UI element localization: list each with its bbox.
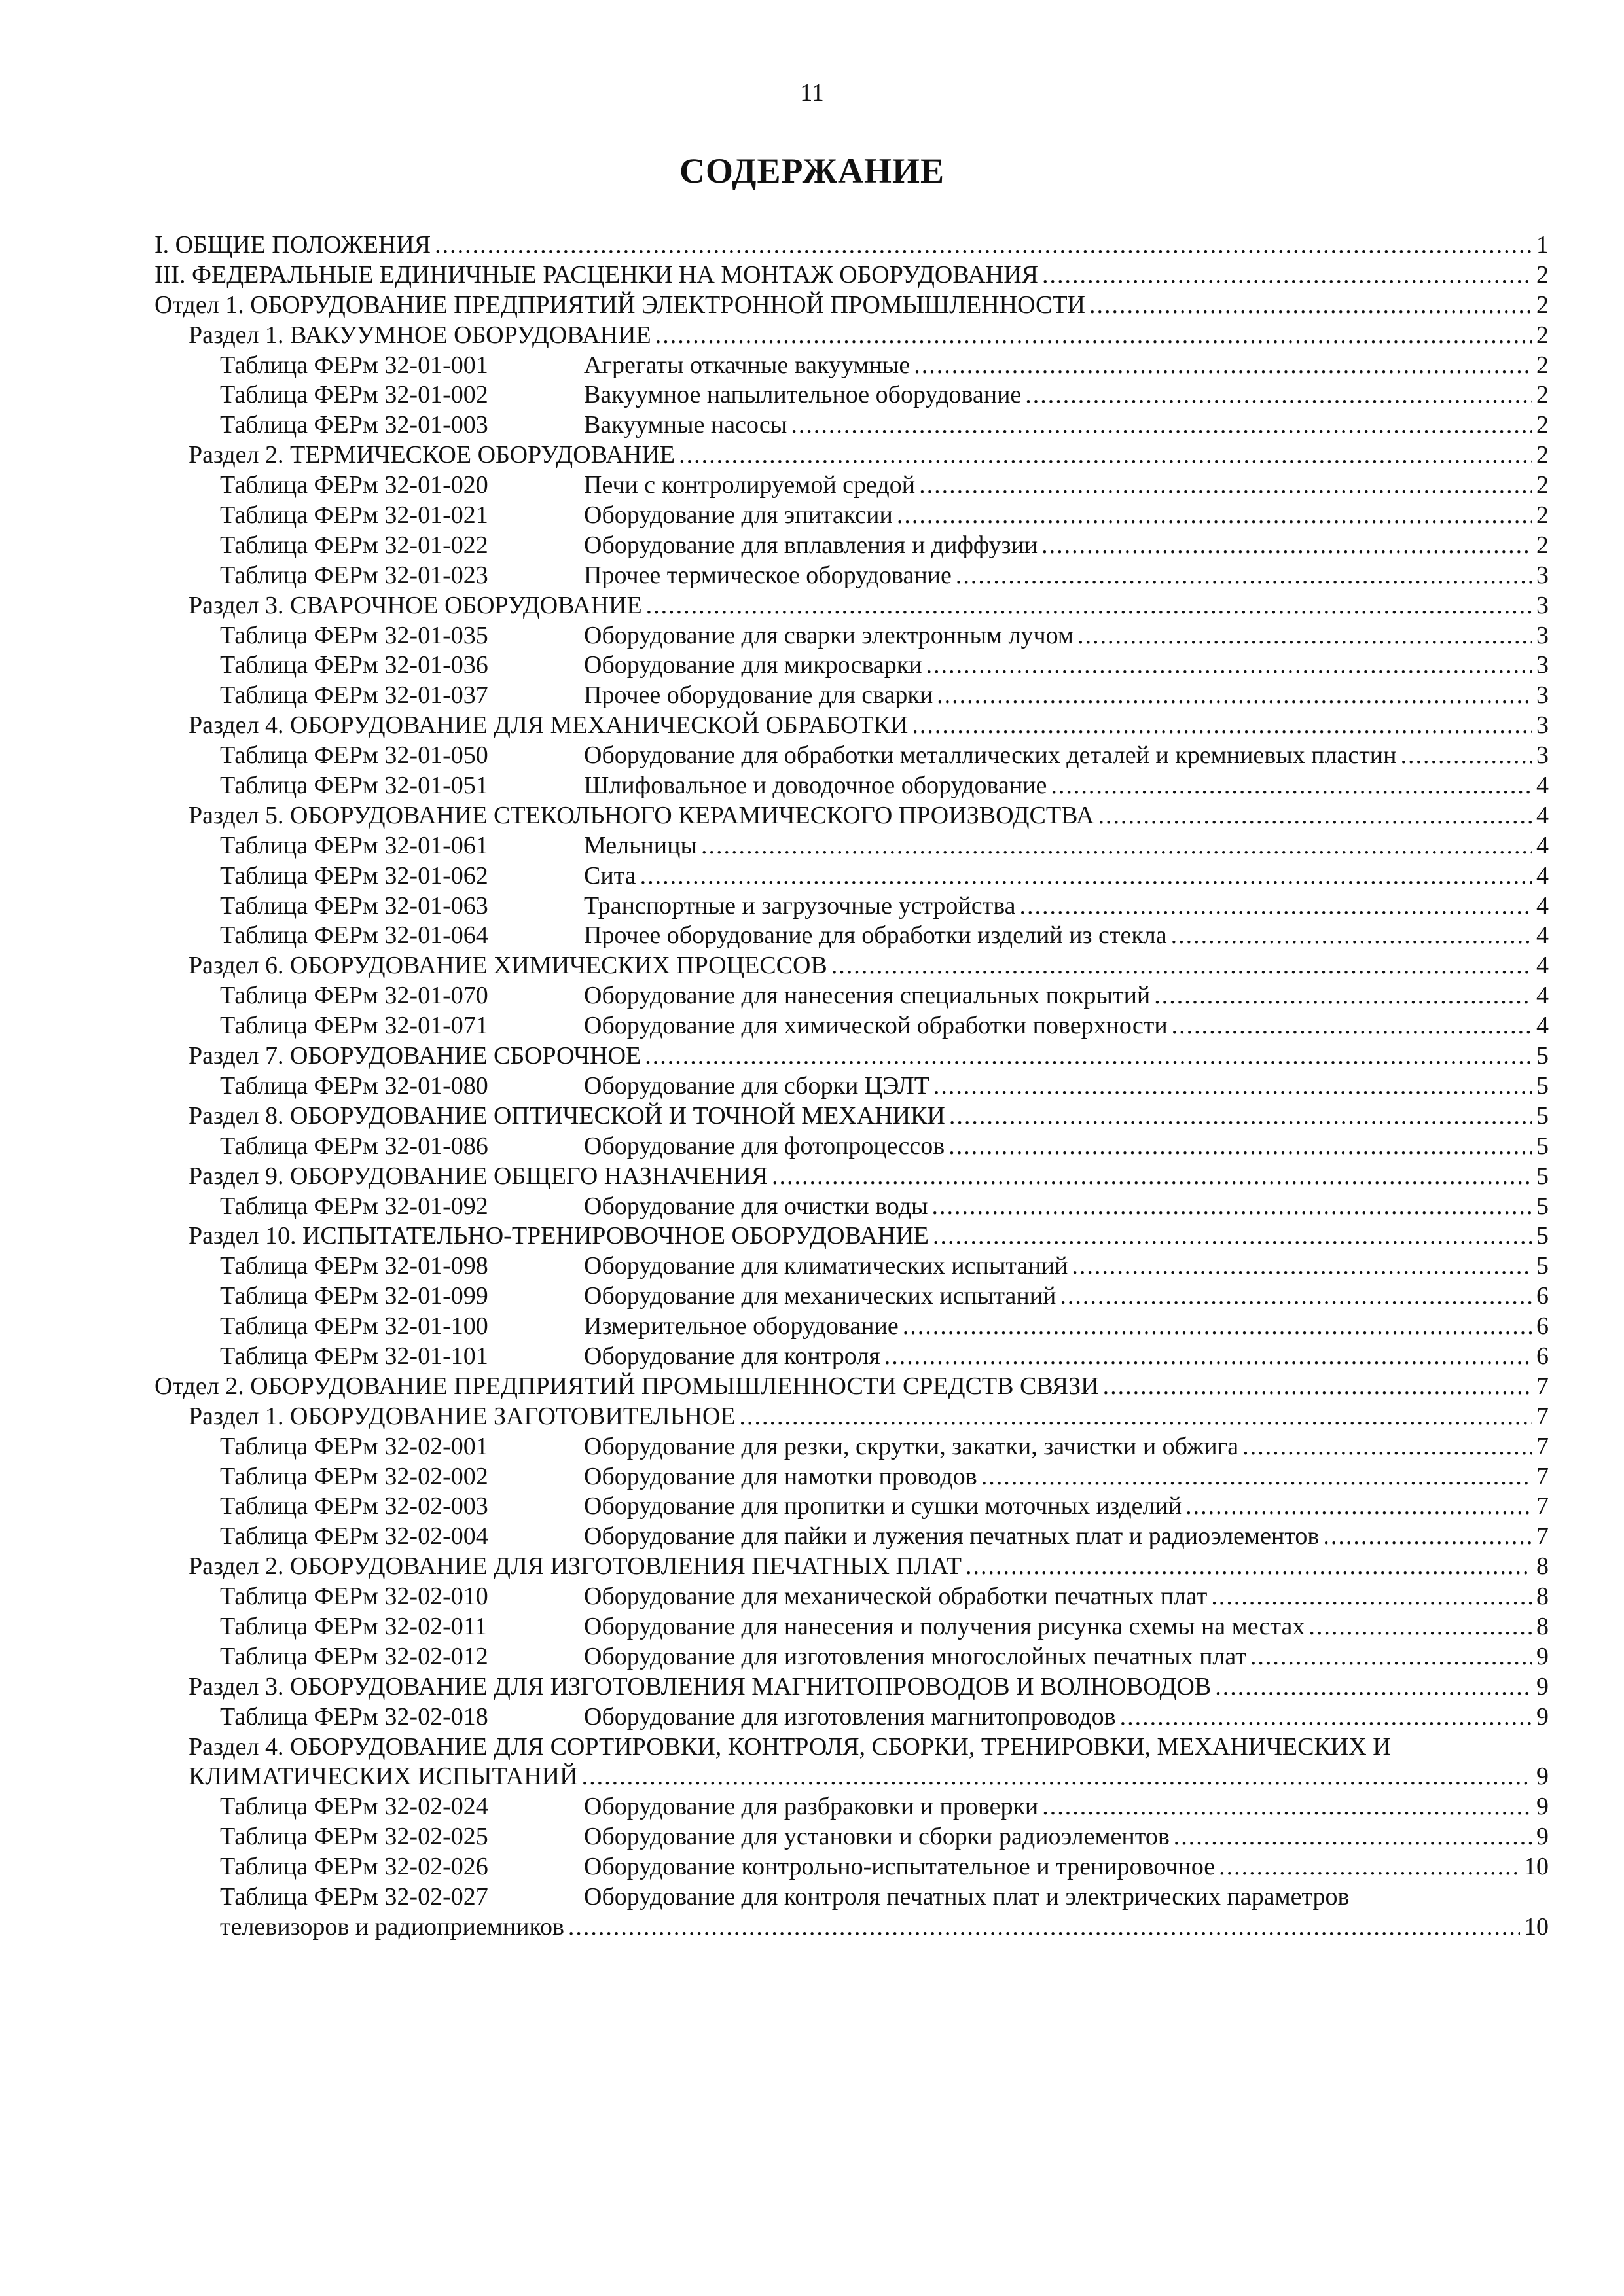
dot-leader [646, 591, 1532, 621]
toc-entry-page: 8 [1536, 1612, 1549, 1640]
dot-leader [831, 951, 1532, 981]
toc-entry [154, 351, 1549, 381]
toc-entry-title: Раздел 4. ОБОРУДОВАНИЕ ДЛЯ МЕХАНИЧЕСКОЙ ОБРАБОТКИ [189, 711, 909, 740]
toc-entry-page: 3 [1536, 561, 1549, 589]
toc-entry-title: Оборудование для резки, скрутки, закатки, зачистки и обжига [584, 1432, 1239, 1460]
toc-entry [154, 1402, 1549, 1432]
toc-entry-title: Оборудование для нанесения специальных покрытий [584, 982, 1151, 1010]
toc-entry [154, 1162, 1549, 1192]
toc-entry-code: Таблица ФЕРм 32-01-100 [220, 1312, 488, 1340]
toc-entry [154, 501, 1549, 531]
dot-leader [926, 651, 1532, 681]
toc-entry-code: Таблица ФЕРм 32-02-011 [220, 1612, 488, 1640]
dot-leader [1025, 380, 1532, 410]
toc-entry [154, 1702, 1549, 1732]
toc-entry-code: Таблица ФЕРм 32-01-003 [220, 411, 488, 439]
toc-entry-title: Печи с контролируемой средой [584, 471, 916, 499]
toc-entry-title: Оборудование для изготовления магнитопроводов [584, 1702, 1116, 1731]
dot-leader [701, 831, 1532, 861]
toc-entry [154, 1792, 1549, 1822]
toc-entry-page: 4 [1536, 831, 1549, 859]
dot-leader [948, 1132, 1532, 1162]
toc-entry-code: Таблица ФЕРм 32-01-086 [220, 1132, 488, 1160]
toc-entry-title: Оборудование для эпитаксии [584, 501, 893, 529]
dot-leader [1103, 1372, 1532, 1402]
dot-leader [740, 1402, 1532, 1432]
toc-entry-page: 3 [1536, 681, 1549, 709]
dot-leader [903, 1312, 1532, 1342]
toc-entry-code: Таблица ФЕРм 32-02-018 [220, 1702, 488, 1731]
toc-entry-code: Таблица ФЕРм 32-01-098 [220, 1252, 488, 1280]
toc-entry-code: Таблица ФЕРм 32-01-002 [220, 381, 488, 409]
toc-entry-title: Раздел 8. ОБОРУДОВАНИЕ ОПТИЧЕСКОЙ И ТОЧНОЙ МЕХАНИКИ [189, 1102, 945, 1130]
toc-entry [154, 951, 1549, 981]
toc-entry [154, 410, 1549, 440]
toc-entry-title: Раздел 1. ВАКУУМНОЕ ОБОРУДОВАНИЕ [189, 321, 651, 349]
dot-leader [1323, 1522, 1532, 1552]
toc-entry-code: Таблица ФЕРм 32-01-035 [220, 621, 488, 649]
toc-entry-code: Таблица ФЕРм 32-01-092 [220, 1192, 488, 1220]
toc-entry-code: Таблица ФЕРм 32-01-071 [220, 1012, 488, 1040]
toc-entry [154, 1342, 1549, 1372]
toc-entry-title: Измерительное оборудование [584, 1312, 899, 1340]
dot-leader [435, 230, 1532, 260]
toc-entry-title: Раздел 10. ИСПЫТАТЕЛЬНО-ТРЕНИРОВОЧНОЕ ОБОРУДОВАНИЕ [189, 1222, 929, 1250]
toc-entry [154, 891, 1549, 922]
toc-entry-title: Оборудование для очистки воды [584, 1192, 928, 1220]
toc-entry-page: 2 [1536, 441, 1549, 469]
toc-entry-page: 9 [1536, 1642, 1549, 1670]
toc-entry [154, 861, 1549, 891]
toc-entry-code: Таблица ФЕРм 32-01-022 [220, 531, 488, 559]
toc-entry-page: 2 [1536, 411, 1549, 439]
dot-leader [1219, 1852, 1520, 1882]
toc-entry-page: 5 [1536, 1042, 1549, 1070]
toc-entry [154, 831, 1549, 861]
dot-leader [655, 321, 1532, 351]
toc-entry-code: Таблица ФЕРм 32-02-002 [220, 1462, 488, 1490]
dot-leader [1185, 1492, 1532, 1522]
dot-leader [912, 711, 1532, 741]
toc-entry-code: Таблица ФЕРм 32-01-021 [220, 501, 488, 529]
toc-entry-title: Раздел 2. ОБОРУДОВАНИЕ ДЛЯ ИЗГОТОВЛЕНИЯ ПЕЧАТНЫХ ПЛАТ [189, 1552, 962, 1581]
toc-entry-page: 9 [1536, 1823, 1549, 1851]
toc-entry-page: 4 [1536, 891, 1549, 920]
table-of-contents [154, 230, 1549, 1943]
toc-entry-page: 5 [1536, 1162, 1549, 1190]
page-number: 11 [800, 79, 824, 107]
dot-leader [897, 501, 1532, 531]
toc-entry-title: Оборудование для контроля [584, 1342, 880, 1370]
dot-leader [1308, 1612, 1532, 1642]
toc-entry-page: 6 [1536, 1342, 1549, 1370]
toc-entry [154, 1462, 1549, 1492]
toc-entry-page: 2 [1536, 381, 1549, 409]
toc-entry [154, 711, 1549, 741]
toc-entry-page: 5 [1536, 1132, 1549, 1160]
toc-entry [154, 1221, 1549, 1251]
toc-entry-title: Раздел 3. ОБОРУДОВАНИЕ ДЛЯ ИЗГОТОВЛЕНИЯ МАГНИТОПРОВОДОВ И ВОЛНОВОДОВ [189, 1672, 1212, 1700]
toc-entry-page: 2 [1536, 531, 1549, 559]
toc-entry [154, 291, 1549, 321]
toc-entry [154, 801, 1549, 831]
dot-leader [1172, 1011, 1532, 1041]
toc-entry-page: 8 [1536, 1583, 1549, 1611]
dot-leader [1042, 260, 1532, 291]
toc-entry-page: 4 [1536, 922, 1549, 950]
toc-entry-title: Оборудование для нанесения и получения рисунка схемы на местах [584, 1612, 1305, 1640]
toc-entry-code: Таблица ФЕРм 32-01-099 [220, 1282, 488, 1310]
dot-leader [1051, 771, 1532, 801]
toc-entry-code: Таблица ФЕРм 32-01-037 [220, 681, 488, 709]
toc-entry [154, 1312, 1549, 1342]
dot-leader [1211, 1582, 1532, 1612]
toc-entry-page: 4 [1536, 772, 1549, 800]
toc-entry-title: Оборудование для обработки металлических деталей и кремниевых пластин [584, 742, 1397, 770]
toc-entry [154, 1822, 1549, 1852]
dot-leader [1215, 1672, 1532, 1702]
dot-leader [919, 471, 1532, 501]
toc-entry-page: 2 [1536, 260, 1549, 289]
toc-entry [154, 1041, 1549, 1071]
toc-entry-code: Таблица ФЕРм 32-01-023 [220, 561, 488, 589]
toc-entry-page: 4 [1536, 1012, 1549, 1040]
toc-entry [154, 471, 1549, 501]
toc-entry [154, 621, 1549, 651]
toc-entry [154, 1852, 1549, 1882]
dot-leader [1041, 531, 1532, 561]
toc-entry-code: Таблица ФЕРм 32-02-027 [220, 1883, 488, 1910]
dot-leader [1154, 981, 1532, 1011]
toc-entry [154, 1492, 1549, 1522]
toc-entry-page: 7 [1536, 1372, 1549, 1400]
toc-entry [154, 1522, 1549, 1552]
toc-entry-page: 2 [1536, 351, 1549, 379]
dot-leader [1072, 1251, 1532, 1282]
dot-leader [1250, 1642, 1532, 1672]
dot-leader [1077, 621, 1532, 651]
toc-entry-page: 2 [1536, 471, 1549, 499]
toc-entry-title: Раздел 5. ОБОРУДОВАНИЕ СТЕКОЛЬНОГО КЕРАМИЧЕСКОГО ПРОИЗВОДСТВА [189, 801, 1094, 829]
toc-entry-title: Раздел 2. ТЕРМИЧЕСКОЕ ОБОРУДОВАНИЕ [189, 441, 676, 469]
toc-entry [154, 1282, 1549, 1312]
dot-leader [932, 1192, 1532, 1222]
toc-entry [154, 531, 1549, 561]
toc-entry-page: 6 [1536, 1282, 1549, 1310]
toc-entry-page: 5 [1536, 1071, 1549, 1100]
toc-entry-page: 6 [1536, 1312, 1549, 1340]
toc-entry-title: Оборудование для микросварки [584, 651, 922, 679]
toc-entry [154, 651, 1549, 681]
toc-entry-title: Раздел 1. ОБОРУДОВАНИЕ ЗАГОТОВИТЕЛЬНОЕ [189, 1402, 736, 1430]
toc-entry-title: Оборудование для вплавления и диффузии [584, 531, 1038, 559]
toc-entry-page: 3 [1536, 651, 1549, 679]
toc-entry [154, 260, 1549, 291]
toc-entry-title: I. ОБЩИЕ ПОЛОЖЕНИЯ [154, 231, 431, 259]
toc-entry-page: 7 [1536, 1522, 1549, 1551]
toc-entry-code: Таблица ФЕРм 32-01-036 [220, 651, 488, 679]
toc-entry-page: 5 [1536, 1192, 1549, 1220]
toc-entry-page: 9 [1536, 1672, 1549, 1700]
toc-entry-title: Прочее термическое оборудование [584, 561, 952, 589]
dot-leader [679, 440, 1532, 471]
toc-entry-title: Раздел 3. СВАРОЧНОЕ ОБОРУДОВАНИЕ [189, 591, 642, 619]
toc-entry-code: Таблица ФЕРм 32-01-101 [220, 1342, 488, 1370]
toc-entry-page: 3 [1536, 711, 1549, 740]
dot-leader [884, 1342, 1532, 1372]
toc-entry [154, 1192, 1549, 1222]
toc-entry-page: 3 [1536, 742, 1549, 770]
toc-entry-title: Вакуумное напылительное оборудование [584, 381, 1022, 409]
toc-entry-code: Таблица ФЕРм 32-01-064 [220, 922, 488, 950]
toc-entry [154, 321, 1549, 351]
toc-entry-title: Оборудование для химической обработки поверхности [584, 1012, 1168, 1040]
toc-entry-title: Раздел 6. ОБОРУДОВАНИЕ ХИМИЧЕСКИХ ПРОЦЕССОВ [189, 952, 827, 980]
toc-entry-code: Таблица ФЕРм 32-02-003 [220, 1492, 488, 1520]
dot-leader [1060, 1282, 1532, 1312]
toc-entry-title: Оборудование для механической обработки печатных плат [584, 1583, 1208, 1611]
toc-entry-page: 10 [1524, 1853, 1549, 1881]
toc-entry-page: 4 [1536, 861, 1549, 889]
toc-entry-code: Таблица ФЕРм 32-02-026 [220, 1853, 488, 1881]
toc-entry-title: Оборудование для сборки ЦЭЛТ [584, 1071, 929, 1100]
toc-entry-page: 3 [1536, 591, 1549, 619]
toc-entry-code: Таблица ФЕРм 32-02-004 [220, 1522, 488, 1551]
toc-entry-title: Оборудование для разбраковки и проверки [584, 1793, 1039, 1821]
toc-entry-code: Таблица ФЕРм 32-01-051 [220, 772, 488, 800]
toc-entry-title: Прочее оборудование для сварки [584, 681, 933, 709]
page-title: СОДЕРЖАНИЕ [679, 151, 945, 190]
toc-entry-page: 9 [1536, 1702, 1549, 1731]
toc-entry-title-continued: телевизоров и радиоприемников [220, 1912, 564, 1941]
dot-leader [568, 1912, 1520, 1943]
toc-entry-page: 5 [1536, 1102, 1549, 1130]
dot-leader [645, 1041, 1532, 1071]
toc-entry [154, 1582, 1549, 1612]
toc-entry-title: Мельницы [584, 831, 697, 859]
toc-entry-page: 8 [1536, 1552, 1549, 1581]
toc-entry [154, 1642, 1549, 1672]
toc-entry-title: Оборудование для пропитки и сушки моточных изделий [584, 1492, 1182, 1520]
toc-entry [154, 230, 1549, 260]
toc-entry-title-continued: КЛИМАТИЧЕСКИХ ИСПЫТАНИЙ [189, 1763, 578, 1791]
dot-leader [981, 1462, 1532, 1492]
dot-leader [1242, 1432, 1532, 1462]
toc-entry-title: Оборудование для пайки и лужения печатных плат и радиоэлементов [584, 1522, 1320, 1551]
toc-entry-title: III. ФЕДЕРАЛЬНЫЕ ЕДИНИЧНЫЕ РАСЦЕНКИ НА МОНТАЖ ОБОРУДОВАНИЯ [154, 260, 1038, 289]
toc-entry [154, 1672, 1549, 1702]
toc-entry-title: Отдел 2. ОБОРУДОВАНИЕ ПРЕДПРИЯТИЙ ПРОМЫШЛЕННОСТИ СРЕДСТВ СВЯЗИ [154, 1372, 1099, 1400]
toc-entry-title: Шлифовальное и доводочное оборудование [584, 772, 1047, 800]
dot-leader [791, 410, 1532, 440]
toc-entry-page: 4 [1536, 801, 1549, 829]
toc-entry [154, 1102, 1549, 1132]
toc-entry [154, 1132, 1549, 1162]
toc-entry [154, 1732, 1549, 1793]
toc-entry-code: Таблица ФЕРм 32-01-061 [220, 831, 488, 859]
toc-entry [154, 771, 1549, 801]
toc-entry [154, 1882, 1549, 1943]
dot-leader [1042, 1792, 1532, 1822]
dot-leader [933, 1071, 1532, 1102]
toc-entry-title: Агрегаты откачные вакуумные [584, 351, 911, 379]
toc-entry-page: 2 [1536, 501, 1549, 529]
toc-entry-title: Оборудование для фотопроцессов [584, 1132, 945, 1160]
dot-leader [772, 1162, 1532, 1192]
dot-leader [1174, 1822, 1532, 1852]
toc-entry-title: Отдел 1. ОБОРУДОВАНИЕ ПРЕДПРИЯТИЙ ЭЛЕКТРОННОЙ ПРОМЫШЛЕННОСТИ [154, 291, 1085, 319]
toc-entry-title: Оборудование контрольно-испытательное и тренировочное [584, 1853, 1216, 1881]
toc-entry-code: Таблица ФЕРм 32-01-070 [220, 982, 488, 1010]
toc-entry [154, 681, 1549, 711]
toc-entry-page: 9 [1536, 1763, 1549, 1791]
toc-entry-title: Оборудование для сварки электронным лучом [584, 621, 1074, 649]
toc-entry [154, 1251, 1549, 1282]
dot-leader [956, 561, 1532, 591]
toc-entry-page: 7 [1536, 1462, 1549, 1490]
toc-entry-page: 10 [1524, 1912, 1549, 1941]
toc-entry-title: Оборудование для контроля печатных плат и электрических параметров [584, 1883, 1350, 1910]
dot-leader [949, 1102, 1532, 1132]
toc-entry-page: 7 [1536, 1402, 1549, 1430]
toc-entry-title: Оборудование для намотки проводов [584, 1462, 977, 1490]
dot-leader [1171, 921, 1532, 951]
toc-entry [154, 1432, 1549, 1462]
toc-entry-code: Таблица ФЕРм 32-01-001 [220, 351, 488, 379]
toc-entry-page: 2 [1536, 291, 1549, 319]
toc-entry-page: 4 [1536, 952, 1549, 980]
toc-entry-title: Оборудование для климатических испытаний [584, 1252, 1068, 1280]
dot-leader [933, 1221, 1532, 1251]
toc-entry-title: Транспортные и загрузочные устройства [584, 891, 1016, 920]
toc-entry-page: 1 [1536, 231, 1549, 259]
toc-entry-page: 2 [1536, 321, 1549, 349]
toc-entry [154, 741, 1549, 771]
dot-leader [1020, 891, 1532, 922]
toc-entry-title: Оборудование для установки и сборки радиоэлементов [584, 1823, 1170, 1851]
toc-entry-title: Сита [584, 861, 636, 889]
toc-entry [154, 380, 1549, 410]
toc-entry [154, 1552, 1549, 1582]
toc-entry-title: Раздел 7. ОБОРУДОВАНИЕ СБОРОЧНОЕ [189, 1042, 641, 1070]
toc-entry [154, 1612, 1549, 1642]
dot-leader [914, 351, 1532, 381]
toc-entry-page: 5 [1536, 1222, 1549, 1250]
dot-leader [937, 681, 1532, 711]
toc-entry [154, 440, 1549, 471]
dot-leader [1400, 741, 1532, 771]
dot-leader [1089, 291, 1532, 321]
toc-entry-code: Таблица ФЕРм 32-02-025 [220, 1823, 488, 1851]
toc-entry [154, 591, 1549, 621]
dot-leader [1098, 801, 1533, 831]
toc-entry-page: 7 [1536, 1492, 1549, 1520]
toc-entry-page: 7 [1536, 1432, 1549, 1460]
toc-entry [154, 921, 1549, 951]
toc-entry-code: Таблица ФЕРм 32-02-001 [220, 1432, 488, 1460]
dot-leader [582, 1762, 1532, 1792]
toc-entry-title: Оборудование для механических испытаний [584, 1282, 1056, 1310]
toc-entry-code: Таблица ФЕРм 32-02-010 [220, 1583, 488, 1611]
toc-entry-page: 9 [1536, 1793, 1549, 1821]
toc-entry-code: Таблица ФЕРм 32-01-050 [220, 742, 488, 770]
toc-entry-code: Таблица ФЕРм 32-02-024 [220, 1793, 488, 1821]
toc-entry-title: Раздел 4. ОБОРУДОВАНИЕ ДЛЯ СОРТИРОВКИ, КОНТРОЛЯ, СБОРКИ, ТРЕНИРОВКИ, МЕХАНИЧЕСКИХ И [189, 1732, 1391, 1761]
toc-entry-code: Таблица ФЕРм 32-01-020 [220, 471, 488, 499]
toc-entry-page: 4 [1536, 982, 1549, 1010]
toc-entry [154, 1372, 1549, 1402]
toc-entry [154, 981, 1549, 1011]
dot-leader [1120, 1702, 1532, 1732]
toc-entry-title: Прочее оборудование для обработки изделий из стекла [584, 922, 1167, 950]
dot-leader [965, 1552, 1532, 1582]
toc-entry-code: Таблица ФЕРм 32-01-063 [220, 891, 488, 920]
toc-entry-title: Вакуумные насосы [584, 411, 787, 439]
toc-entry-title: Раздел 9. ОБОРУДОВАНИЕ ОБЩЕГО НАЗНАЧЕНИЯ [189, 1162, 768, 1190]
toc-entry-page: 5 [1536, 1252, 1549, 1280]
toc-entry-code: Таблица ФЕРм 32-01-062 [220, 861, 488, 889]
toc-entry-page: 3 [1536, 621, 1549, 649]
toc-entry [154, 1011, 1549, 1041]
toc-entry-code: Таблица ФЕРм 32-01-080 [220, 1071, 488, 1100]
dot-leader [640, 861, 1532, 891]
toc-entry-title: Оборудование для изготовления многослойных печатных плат [584, 1642, 1246, 1670]
toc-entry [154, 1071, 1549, 1102]
toc-entry [154, 561, 1549, 591]
toc-entry-code: Таблица ФЕРм 32-02-012 [220, 1642, 488, 1670]
